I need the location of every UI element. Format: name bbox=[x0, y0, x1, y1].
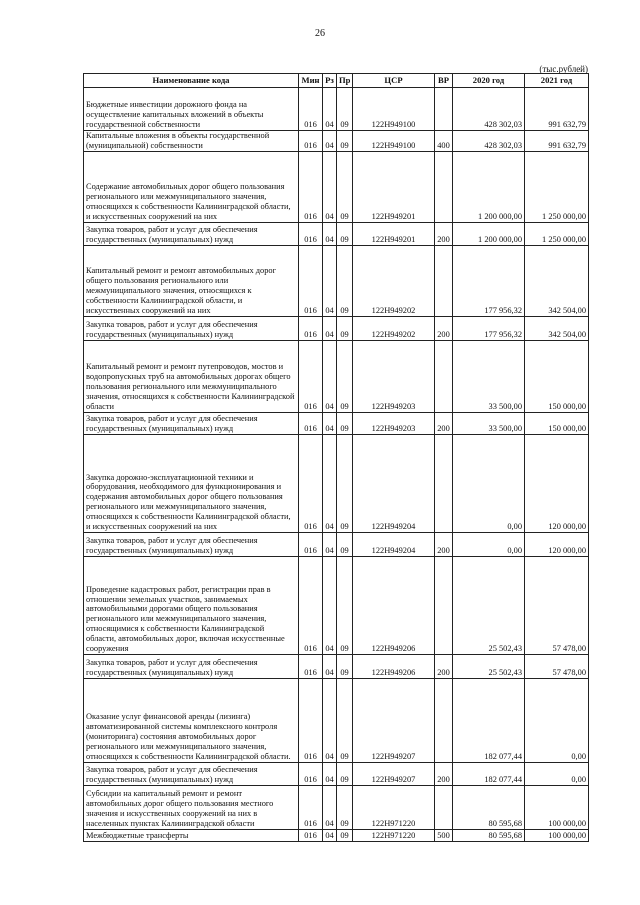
cell-min: 016 bbox=[299, 341, 323, 413]
cell-pr: 09 bbox=[337, 317, 353, 341]
cell-min: 016 bbox=[299, 533, 323, 557]
cell-2021: 1 250 000,00 bbox=[525, 223, 589, 246]
cell-2020: 0,00 bbox=[453, 435, 525, 533]
cell-csr: 122Н949202 bbox=[353, 317, 435, 341]
cell-pr: 09 bbox=[337, 655, 353, 679]
header-2020: 2020 год bbox=[453, 74, 525, 88]
cell-rz: 04 bbox=[323, 830, 337, 842]
table-row bbox=[84, 557, 589, 655]
table-row bbox=[84, 679, 589, 763]
cell-vr bbox=[435, 88, 453, 131]
cell-name: Бюджетные инвестиции дорожного фонда на осуществление капитальных вложений в объекты государственной собственности bbox=[84, 88, 299, 131]
cell-min: 016 bbox=[299, 763, 323, 786]
cell-pr: 09 bbox=[337, 131, 353, 152]
cell-vr: 500 bbox=[435, 830, 453, 842]
table-row bbox=[84, 786, 589, 830]
cell-2020: 33 500,00 bbox=[453, 413, 525, 435]
cell-min: 016 bbox=[299, 435, 323, 533]
cell-min: 016 bbox=[299, 246, 323, 317]
cell-min: 016 bbox=[299, 413, 323, 435]
cell-vr: 200 bbox=[435, 223, 453, 246]
header-csr: ЦСР bbox=[353, 74, 435, 88]
table-row bbox=[84, 317, 589, 341]
table-row bbox=[84, 830, 589, 842]
cell-name: Закупка товаров, работ и услуг для обеспечения государственных (муниципальных) нужд bbox=[84, 413, 299, 435]
cell-pr: 09 bbox=[337, 435, 353, 533]
header-vr: ВР bbox=[435, 74, 453, 88]
cell-csr: 122Н949207 bbox=[353, 679, 435, 763]
cell-csr: 122Н949202 bbox=[353, 246, 435, 317]
cell-2021: 0,00 bbox=[525, 679, 589, 763]
cell-csr: 122Н971220 bbox=[353, 786, 435, 830]
table-row bbox=[84, 223, 589, 246]
cell-csr: 122Н949206 bbox=[353, 655, 435, 679]
header-2021: 2021 год bbox=[525, 74, 589, 88]
cell-2021: 100 000,00 bbox=[525, 830, 589, 842]
cell-csr: 122Н949204 bbox=[353, 435, 435, 533]
header-min: Мин bbox=[299, 74, 323, 88]
cell-name: Оказание услуг финансовой аренды (лизинга) автоматизированной системы комплексного контроля (мониторинга) состояния автомобильных дорог регионального или межмуниципального значения, относящихся к собственности Калининградской области. bbox=[84, 679, 299, 763]
cell-vr: 200 bbox=[435, 655, 453, 679]
cell-2021: 120 000,00 bbox=[525, 435, 589, 533]
table-row bbox=[84, 341, 589, 413]
table-row bbox=[84, 88, 589, 131]
cell-rz: 04 bbox=[323, 223, 337, 246]
header-row bbox=[84, 74, 589, 88]
cell-min: 016 bbox=[299, 223, 323, 246]
table-row bbox=[84, 533, 589, 557]
cell-2021: 1 250 000,00 bbox=[525, 152, 589, 223]
cell-2020: 1 200 000,00 bbox=[453, 152, 525, 223]
table-row bbox=[84, 413, 589, 435]
cell-name: Межбюджетные трансферты bbox=[84, 830, 299, 842]
cell-min: 016 bbox=[299, 317, 323, 341]
cell-name: Закупка дорожно-эксплуатационной техники и оборудования, необходимого для функционирования и содержания автомобильных дорог общего пользования регионального или межмуниципального значения, относящихся к собственности Калининградской области, и искусственных сооружений на них bbox=[84, 435, 299, 533]
cell-min: 016 bbox=[299, 786, 323, 830]
cell-2020: 25 502,43 bbox=[453, 655, 525, 679]
cell-vr: 200 bbox=[435, 413, 453, 435]
table-row bbox=[84, 246, 589, 317]
cell-rz: 04 bbox=[323, 786, 337, 830]
cell-2020: 33 500,00 bbox=[453, 341, 525, 413]
cell-2021: 120 000,00 bbox=[525, 533, 589, 557]
cell-2020: 177 956,32 bbox=[453, 246, 525, 317]
cell-vr: 200 bbox=[435, 317, 453, 341]
cell-rz: 04 bbox=[323, 246, 337, 317]
cell-pr: 09 bbox=[337, 246, 353, 317]
cell-2021: 0,00 bbox=[525, 763, 589, 786]
cell-vr bbox=[435, 786, 453, 830]
table-row bbox=[84, 131, 589, 152]
cell-2021: 342 504,00 bbox=[525, 246, 589, 317]
header-pr: Пр bbox=[337, 74, 353, 88]
cell-min: 016 bbox=[299, 830, 323, 842]
table-row bbox=[84, 655, 589, 679]
table-row bbox=[84, 152, 589, 223]
cell-pr: 09 bbox=[337, 88, 353, 131]
cell-name: Закупка товаров, работ и услуг для обеспечения государственных (муниципальных) нужд bbox=[84, 533, 299, 557]
cell-2021: 991 632,79 bbox=[525, 88, 589, 131]
cell-csr: 122Н949201 bbox=[353, 223, 435, 246]
cell-csr: 122Н949201 bbox=[353, 152, 435, 223]
cell-csr: 122Н949100 bbox=[353, 88, 435, 131]
cell-name: Закупка товаров, работ и услуг для обеспечения государственных (муниципальных) нужд bbox=[84, 223, 299, 246]
budget-table bbox=[83, 73, 589, 842]
table-row bbox=[84, 435, 589, 533]
cell-name: Субсидии на капитальный ремонт и ремонт автомобильных дорог общего пользования местного значения и искусственных сооружений на них в населенных пунктах Калининградской области bbox=[84, 786, 299, 830]
cell-2020: 80 595,68 bbox=[453, 830, 525, 842]
cell-rz: 04 bbox=[323, 679, 337, 763]
cell-rz: 04 bbox=[323, 413, 337, 435]
unit-note: (тыс.рублей) bbox=[539, 64, 588, 74]
cell-2021: 150 000,00 bbox=[525, 413, 589, 435]
cell-vr bbox=[435, 341, 453, 413]
cell-vr: 200 bbox=[435, 763, 453, 786]
cell-pr: 09 bbox=[337, 341, 353, 413]
cell-min: 016 bbox=[299, 88, 323, 131]
cell-2021: 991 632,79 bbox=[525, 131, 589, 152]
cell-2020: 428 302,03 bbox=[453, 88, 525, 131]
cell-rz: 04 bbox=[323, 341, 337, 413]
table-row bbox=[84, 763, 589, 786]
cell-min: 016 bbox=[299, 131, 323, 152]
cell-min: 016 bbox=[299, 655, 323, 679]
cell-rz: 04 bbox=[323, 533, 337, 557]
cell-rz: 04 bbox=[323, 152, 337, 223]
cell-csr: 122Н949203 bbox=[353, 341, 435, 413]
cell-csr: 122Н949204 bbox=[353, 533, 435, 557]
cell-pr: 09 bbox=[337, 763, 353, 786]
cell-csr: 122Н949206 bbox=[353, 557, 435, 655]
cell-name: Закупка товаров, работ и услуг для обеспечения государственных (муниципальных) нужд bbox=[84, 317, 299, 341]
cell-2020: 182 077,44 bbox=[453, 763, 525, 786]
header-name: Наименование кода bbox=[84, 74, 299, 88]
cell-pr: 09 bbox=[337, 786, 353, 830]
cell-min: 016 bbox=[299, 152, 323, 223]
cell-2020: 177 956,32 bbox=[453, 317, 525, 341]
cell-vr: 200 bbox=[435, 533, 453, 557]
cell-vr bbox=[435, 557, 453, 655]
cell-rz: 04 bbox=[323, 557, 337, 655]
cell-name: Содержание автомобильных дорог общего пользования регионального или межмуниципального значения, относящихся к собственности Калининградской области, и искусственных сооружений на них bbox=[84, 152, 299, 223]
cell-pr: 09 bbox=[337, 413, 353, 435]
cell-vr: 400 bbox=[435, 131, 453, 152]
cell-2021: 342 504,00 bbox=[525, 317, 589, 341]
cell-2020: 182 077,44 bbox=[453, 679, 525, 763]
cell-name: Проведение кадастровых работ, регистрации прав в отношении земельных участков, занимаемых автомобильными дорогами общего пользования регионального или межмуниципального значения, относящимися к собственности Калининградской области, автомобильных дорог, включая искусственные сооружения bbox=[84, 557, 299, 655]
cell-name: Капитальные вложения в объекты государственной (муниципальной) собственности bbox=[84, 131, 299, 152]
cell-rz: 04 bbox=[323, 435, 337, 533]
cell-csr: 122Н949207 bbox=[353, 763, 435, 786]
cell-name: Закупка товаров, работ и услуг для обеспечения государственных (муниципальных) нужд bbox=[84, 655, 299, 679]
cell-pr: 09 bbox=[337, 152, 353, 223]
cell-vr bbox=[435, 435, 453, 533]
cell-min: 016 bbox=[299, 679, 323, 763]
cell-vr bbox=[435, 679, 453, 763]
cell-csr: 122Н971220 bbox=[353, 830, 435, 842]
cell-csr: 122Н949203 bbox=[353, 413, 435, 435]
header-rz: Рз bbox=[323, 74, 337, 88]
cell-rz: 04 bbox=[323, 88, 337, 131]
cell-vr bbox=[435, 246, 453, 317]
cell-2021: 150 000,00 bbox=[525, 341, 589, 413]
cell-vr bbox=[435, 152, 453, 223]
cell-rz: 04 bbox=[323, 131, 337, 152]
cell-pr: 09 bbox=[337, 830, 353, 842]
cell-2020: 0,00 bbox=[453, 533, 525, 557]
cell-2021: 57 478,00 bbox=[525, 655, 589, 679]
cell-min: 016 bbox=[299, 557, 323, 655]
cell-pr: 09 bbox=[337, 679, 353, 763]
cell-name: Капитальный ремонт и ремонт путепроводов, мостов и водопропускных труб на автомобильных дорогах общего пользования регионального или межмуниципального значения, относящихся к собственности Калининградской области bbox=[84, 341, 299, 413]
cell-pr: 09 bbox=[337, 223, 353, 246]
page-number: 26 bbox=[315, 28, 325, 39]
cell-2020: 1 200 000,00 bbox=[453, 223, 525, 246]
cell-pr: 09 bbox=[337, 533, 353, 557]
cell-2021: 57 478,00 bbox=[525, 557, 589, 655]
cell-rz: 04 bbox=[323, 763, 337, 786]
cell-2020: 25 502,43 bbox=[453, 557, 525, 655]
cell-name: Капитальный ремонт и ремонт автомобильных дорог общего пользования регионального или межмуниципального значения, относящихся к собственности Калининградской области, и искусственных сооружений на них bbox=[84, 246, 299, 317]
table-body bbox=[84, 88, 589, 842]
cell-name: Закупка товаров, работ и услуг для обеспечения государственных (муниципальных) нужд bbox=[84, 763, 299, 786]
cell-csr: 122Н949100 bbox=[353, 131, 435, 152]
cell-pr: 09 bbox=[337, 557, 353, 655]
cell-rz: 04 bbox=[323, 655, 337, 679]
cell-rz: 04 bbox=[323, 317, 337, 341]
cell-2020: 80 595,68 bbox=[453, 786, 525, 830]
cell-2021: 100 000,00 bbox=[525, 786, 589, 830]
cell-2020: 428 302,03 bbox=[453, 131, 525, 152]
